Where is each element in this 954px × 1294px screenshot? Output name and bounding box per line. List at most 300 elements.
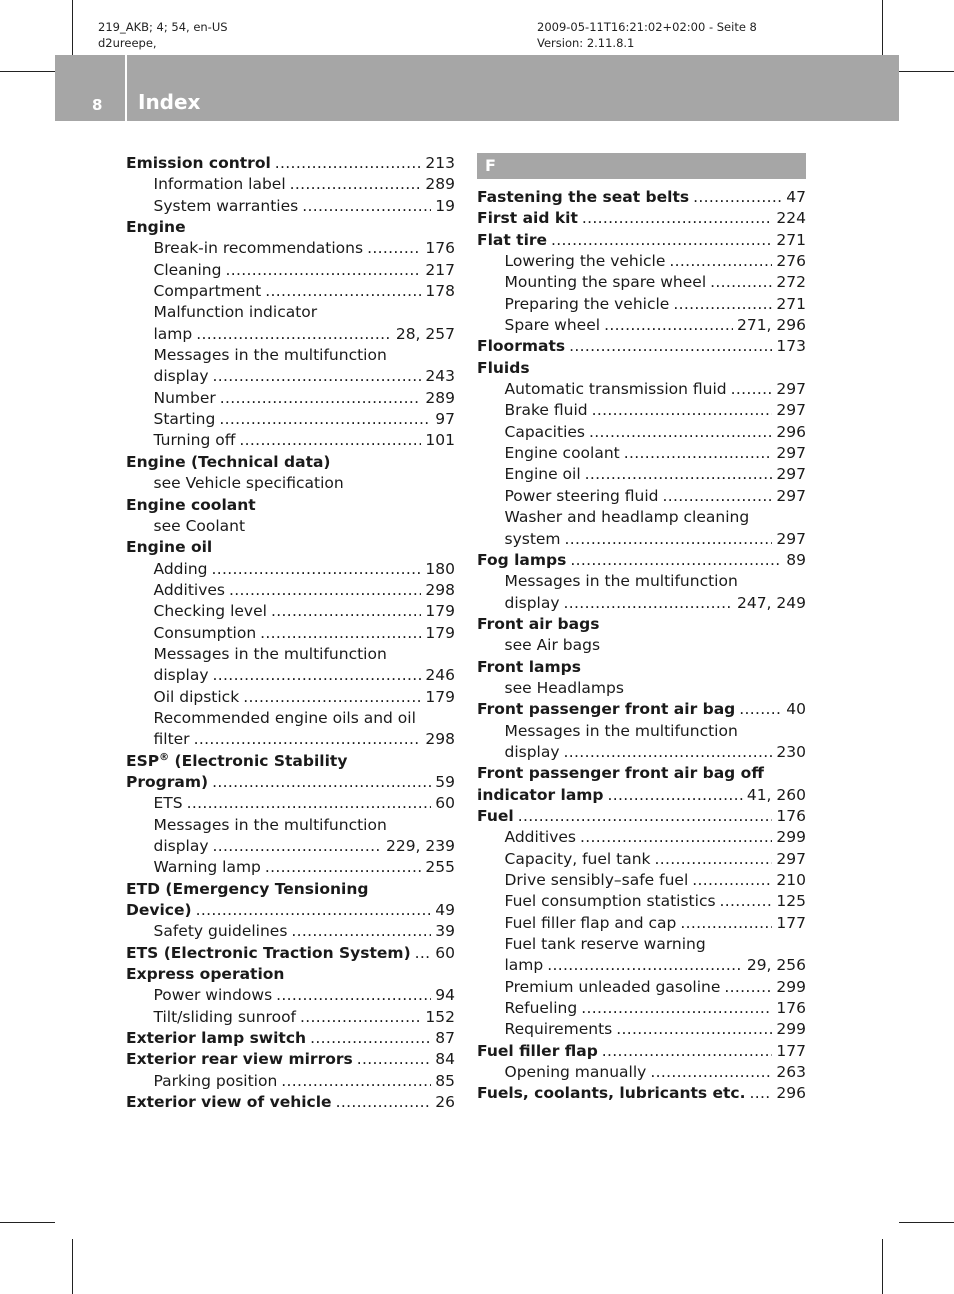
index-entry-page: 26	[435, 1093, 455, 1112]
index-entry-page: 246	[425, 666, 455, 685]
index-entry	[477, 998, 806, 1019]
index-entry-label: Checking level	[153, 602, 267, 621]
index-entry-page: 176	[776, 999, 806, 1018]
dot-leader	[367, 238, 421, 259]
index-entry-page: 85	[435, 1071, 455, 1090]
index-entry-label: Lowering the vehicle	[504, 252, 666, 271]
crop-mark	[882, 0, 883, 55]
index-entry	[477, 657, 806, 678]
index-entry-page: 97	[435, 410, 455, 429]
index-entry	[126, 793, 455, 814]
index-entry	[126, 815, 455, 836]
dot-leader	[213, 366, 422, 387]
index-entry-label: Automatic transmission fluid	[504, 380, 727, 399]
index-entry-label: Fuels, coolants, lubricants etc.	[477, 1084, 746, 1103]
index-entry-label: display	[504, 742, 560, 761]
print-meta-right	[537, 19, 757, 51]
dot-leader	[260, 623, 421, 644]
dot-leader	[271, 601, 421, 622]
index-entry-label: Brake fluid	[504, 401, 588, 420]
index-entry-page: 297	[776, 529, 806, 548]
index-entry-label: Fuel consumption statistics	[504, 892, 716, 911]
index-entry-label: Exterior lamp switch	[126, 1029, 307, 1048]
meta-line: Version: 2.11.8.1	[537, 36, 635, 50]
index-entry	[126, 687, 455, 708]
index-entry	[477, 464, 806, 485]
index-entry	[477, 251, 806, 272]
dot-leader	[604, 315, 733, 336]
index-entry-page: 297	[776, 486, 806, 505]
index-entry-label: Power steering fluid	[504, 486, 659, 505]
index-entry-label: ETS (Electronic Traction System)	[126, 943, 411, 962]
dot-leader	[570, 550, 782, 571]
dot-leader	[724, 977, 772, 998]
meta-line: d2ureepe,	[98, 36, 157, 50]
index-entry	[126, 644, 455, 665]
index-entry	[126, 516, 455, 537]
index-entry-label: Requirements	[504, 1020, 613, 1039]
index-entry-page: 217	[425, 260, 455, 279]
index-entry-label: Additives	[153, 580, 225, 599]
dot-leader	[592, 400, 773, 421]
dot-leader	[720, 891, 773, 912]
index-entry	[126, 388, 455, 409]
index-entry-page: 94	[435, 986, 455, 1005]
index-entry-page: 229, 239	[385, 837, 455, 855]
index-entry-page: 19	[435, 196, 455, 215]
index-entry-label: Front air bags	[477, 614, 600, 633]
index-entry	[477, 614, 806, 635]
index-entry	[477, 529, 806, 550]
index-entry	[126, 153, 455, 174]
index-entry	[126, 601, 455, 622]
index-entry	[477, 785, 806, 806]
index-entry-label: Fuel	[477, 806, 514, 825]
index-entry	[477, 635, 806, 656]
index-entry-label: Drive sensibly–safe fuel	[504, 871, 689, 889]
index-entry	[126, 196, 455, 217]
index-entry	[126, 1049, 455, 1070]
index-entry-page: 297	[776, 380, 806, 399]
index-entry-label: display	[153, 367, 209, 386]
index-entry	[126, 751, 455, 772]
index-entry-label: Safety guidelines	[153, 922, 288, 941]
index-entry-page: 89	[786, 550, 806, 569]
index-entry-label: Program)	[126, 772, 209, 791]
index-entry	[477, 1083, 806, 1104]
index-entry-label: Front passenger front air bag	[477, 700, 736, 719]
index-entry-page: 230	[776, 742, 806, 761]
index-entry	[126, 430, 455, 451]
index-entry-page: 87	[435, 1029, 455, 1048]
dot-leader	[518, 806, 773, 827]
dot-leader	[650, 1062, 772, 1083]
index-entry-label: Express operation	[126, 965, 285, 984]
index-entry	[126, 174, 455, 195]
index-entry	[477, 315, 806, 336]
dot-leader	[608, 785, 743, 806]
index-entry-label: Tilt/sliding sunroof	[153, 1007, 297, 1026]
index-entry-label: Information label	[153, 175, 286, 194]
index-entry-page: 271	[776, 230, 806, 249]
index-entry-label: ETD (Emergency Tensioning	[126, 879, 369, 898]
index-entry-label: Engine oil	[504, 465, 581, 484]
index-entry-label: Warning lamp	[153, 858, 261, 877]
index-entry-label: Premium unleaded gasoline	[504, 977, 721, 996]
index-entry	[126, 836, 455, 857]
index-entry	[477, 336, 806, 357]
index-entry	[477, 294, 806, 315]
index-entry-page: 180	[425, 559, 455, 578]
dot-leader	[547, 955, 743, 976]
index-entry	[126, 1028, 455, 1049]
dot-leader	[655, 849, 773, 870]
index-entry	[477, 187, 806, 208]
dot-leader	[211, 559, 421, 580]
index-entry-label: Power windows	[153, 986, 273, 1005]
dot-leader	[750, 1083, 773, 1104]
dot-leader	[310, 1028, 431, 1049]
index-entry-page: 213	[425, 154, 455, 172]
index-entry-page: 276	[776, 252, 806, 271]
index-entry	[477, 507, 806, 528]
index-entry-label: Floormats	[477, 337, 566, 356]
index-entry-page: 271, 296	[736, 316, 806, 335]
index-entry	[126, 260, 455, 281]
dot-leader	[276, 985, 431, 1006]
index-entry-page: 299	[776, 828, 806, 847]
index-entry-label: Consumption	[153, 623, 257, 642]
index-entry	[126, 345, 455, 366]
index-entry	[477, 699, 806, 720]
index-entry-label: Capacity, fuel tank	[504, 849, 651, 868]
index-entry-page: 60	[435, 943, 455, 962]
index-entry-page: 41, 260	[746, 785, 806, 804]
index-entry-label: display	[153, 666, 209, 685]
index-entry	[126, 238, 455, 259]
dot-leader	[220, 388, 422, 409]
page-number: 8	[92, 96, 103, 114]
dot-leader	[616, 1019, 772, 1040]
dot-leader	[239, 430, 421, 451]
dot-leader	[692, 870, 772, 891]
index-entry-label: Oil dipstick	[153, 687, 240, 706]
index-entry-page: 297	[776, 849, 806, 868]
index-entry-label: Fuel tank reserve warning	[504, 935, 706, 954]
index-entry	[126, 409, 455, 430]
index-entry-page: 173	[776, 337, 806, 356]
index-entry-page: 59	[435, 772, 455, 791]
section-letter-header: F	[477, 153, 806, 179]
index-entry	[126, 559, 455, 580]
index-entry-page: 297	[776, 444, 806, 463]
index-entry-label: Preparing the vehicle	[504, 294, 670, 313]
index-entry	[126, 772, 455, 793]
index-entry-label: Messages in the multifunction	[153, 815, 387, 834]
index-entry-page: 272	[776, 273, 806, 292]
index-entry-label: Fluids	[477, 358, 530, 377]
index-entry-page: 271	[776, 294, 806, 313]
index-entry	[126, 900, 455, 921]
dot-leader	[290, 174, 422, 195]
index-entry-label: Parking position	[153, 1071, 278, 1090]
dot-leader	[680, 913, 772, 934]
index-entry	[477, 870, 806, 891]
dot-leader	[710, 272, 772, 293]
index-entry	[477, 891, 806, 912]
index-entry-page: 298	[425, 580, 455, 599]
index-entry-label: see Vehicle specification	[153, 474, 344, 493]
index-entry	[126, 281, 455, 302]
dot-leader	[196, 900, 432, 921]
index-entry	[477, 721, 806, 742]
index-entry	[477, 272, 806, 293]
index-entry-label: display	[153, 837, 209, 855]
dot-leader	[624, 443, 773, 464]
dot-leader	[357, 1049, 432, 1070]
index-entry-label: Device)	[126, 901, 192, 920]
crop-mark	[0, 71, 55, 72]
dot-leader	[415, 943, 432, 964]
dot-leader	[602, 1041, 773, 1062]
index-entry-page: 101	[425, 431, 455, 450]
index-entry-label: Messages in the multifunction	[504, 721, 738, 740]
dot-leader	[300, 1007, 421, 1028]
dot-leader	[225, 260, 421, 281]
crop-mark	[72, 0, 73, 55]
index-entry	[477, 550, 806, 571]
index-entry-label: system	[504, 529, 561, 548]
dot-leader	[581, 998, 772, 1019]
index-entry-label: Cleaning	[153, 260, 222, 279]
index-entry-page: 152	[425, 1007, 455, 1026]
index-entry	[126, 623, 455, 644]
index-entry	[126, 964, 455, 985]
index-entry-page: 299	[776, 1020, 806, 1039]
dot-leader	[213, 665, 422, 686]
index-entry-page: 60	[435, 794, 455, 813]
index-entry-label: Starting	[153, 410, 216, 429]
index-entry	[477, 400, 806, 421]
index-entry	[126, 921, 455, 942]
meta-line: 219_AKB; 4; 54, en-US	[98, 20, 228, 34]
index-entry-page: 49	[435, 901, 455, 920]
index-entry-label: Front passenger front air bag off	[477, 764, 764, 783]
index-entry-label: indicator lamp	[477, 785, 604, 804]
index-entry	[477, 678, 806, 699]
crop-mark	[899, 71, 954, 72]
dot-leader	[663, 486, 773, 507]
index-entry-label: Mounting the spare wheel	[504, 273, 707, 292]
dot-leader	[229, 580, 421, 601]
index-entry	[477, 1062, 806, 1083]
index-entry	[126, 1071, 455, 1092]
index-entry-page: 177	[776, 913, 806, 932]
crop-mark	[72, 1239, 73, 1294]
index-entry-label: Exterior rear view mirrors	[126, 1050, 353, 1069]
index-entry-label: Engine	[126, 218, 186, 237]
print-meta-left	[98, 19, 228, 51]
index-entry	[477, 358, 806, 379]
dot-leader	[582, 208, 773, 229]
index-entry	[477, 1041, 806, 1062]
index-entry	[126, 302, 455, 323]
dot-leader	[187, 793, 432, 814]
index-entry	[126, 366, 455, 387]
index-column-left	[126, 153, 455, 1113]
index-entry	[477, 763, 806, 784]
index-entry	[477, 934, 806, 955]
index-entry-page: 29, 256	[746, 956, 806, 975]
index-entry-label: Fuel filler flap	[477, 1041, 598, 1060]
dot-leader	[219, 409, 431, 430]
dot-leader	[564, 742, 773, 763]
dot-leader	[569, 336, 772, 357]
index-entry	[126, 217, 455, 238]
index-entry	[126, 943, 455, 964]
index-entry-label: lamp	[153, 324, 193, 343]
index-entry-label: Fog lamps	[477, 550, 567, 569]
index-entry-label: Refueling	[504, 999, 578, 1018]
index-entry	[477, 379, 806, 400]
index-entry-label: see Headlamps	[504, 678, 624, 697]
dot-leader	[213, 836, 382, 857]
index-entry-label: Malfunction indicator	[153, 303, 318, 322]
dot-leader	[275, 153, 422, 174]
index-entry	[477, 571, 806, 592]
index-entry	[126, 729, 455, 750]
index-entry-page: 210	[776, 871, 806, 889]
index-entry-label: Flat tire	[477, 230, 548, 249]
dot-leader	[565, 529, 773, 550]
index-entry-label: Spare wheel	[504, 316, 601, 335]
dot-leader	[739, 699, 782, 720]
index-entry	[126, 879, 455, 900]
index-entry-label: Engine (Technical data)	[126, 452, 331, 471]
index-entry-label: display	[504, 593, 560, 612]
index-entry-page: 255	[425, 858, 455, 877]
index-entry	[126, 495, 455, 516]
index-entry-label: Opening manually	[504, 1063, 647, 1082]
index-entry-page: 296	[776, 1084, 806, 1103]
index-entry-label: Adding	[153, 559, 208, 578]
index-entry-label: lamp	[504, 956, 544, 975]
index-entry-label: Compartment	[153, 282, 262, 301]
index-entry-label: see Air bags	[504, 636, 601, 655]
crop-mark	[882, 1239, 883, 1294]
index-entry	[477, 977, 806, 998]
dot-leader	[585, 464, 773, 485]
index-entry-label: Engine coolant	[504, 444, 620, 463]
index-entry-page: 179	[425, 623, 455, 642]
index-entry-label: Recommended engine oils and oil	[153, 708, 416, 727]
index-entry-page: 296	[776, 422, 806, 441]
index-entry-page: 40	[786, 700, 806, 719]
index-entry-label: System warranties	[153, 196, 299, 215]
dot-leader	[551, 230, 772, 251]
header-divider	[125, 55, 127, 121]
dot-leader	[265, 281, 421, 302]
index-entry-label: Capacities	[504, 422, 585, 441]
index-entry	[126, 985, 455, 1006]
index-entry	[126, 473, 455, 494]
dot-leader	[669, 251, 772, 272]
dot-leader	[194, 729, 422, 750]
index-entry-page: 28, 257	[395, 324, 455, 343]
dot-leader	[564, 593, 733, 614]
dot-leader	[673, 294, 772, 315]
index-entry-label: Emission control	[126, 154, 271, 172]
index-entry	[477, 443, 806, 464]
dot-leader	[336, 1092, 432, 1113]
dot-leader	[291, 921, 431, 942]
index-entry	[477, 849, 806, 870]
index-entry	[477, 827, 806, 848]
index-entry-page: 243	[425, 367, 455, 386]
index-entry	[477, 913, 806, 934]
index-entry-label: ETS	[153, 794, 183, 813]
index-entry-label: see Coolant	[153, 516, 246, 535]
index-entry	[126, 708, 455, 729]
dot-leader	[212, 772, 431, 793]
index-entry-page: 289	[425, 388, 455, 407]
dot-leader	[580, 827, 772, 848]
index-entry	[126, 857, 455, 878]
index-entry-page: 179	[425, 687, 455, 706]
dot-leader	[243, 687, 421, 708]
index-entry-label: Additives	[504, 828, 576, 847]
dot-leader	[265, 857, 422, 878]
index-entry-label: ESP® (Electronic Stability	[126, 751, 348, 770]
index-entry	[126, 1092, 455, 1113]
crop-mark	[0, 1222, 55, 1223]
index-entry-label: Turning off	[153, 431, 236, 450]
index-entry-label: Exterior view of vehicle	[126, 1093, 332, 1112]
meta-line: 2009-05-11T16:21:02+02:00 - Seite 8	[537, 20, 757, 34]
index-entry-label: Washer and headlamp cleaning	[504, 508, 750, 527]
index-entry-page: 177	[776, 1041, 806, 1060]
index-entry-label: Fuel filler flap and cap	[504, 913, 677, 932]
index-entry-label: First aid kit	[477, 209, 578, 228]
index-entry-label: Fastening the seat belts	[477, 188, 690, 206]
index-entry-page: 299	[776, 977, 806, 996]
dot-leader	[281, 1071, 431, 1092]
index-entry-page: 289	[425, 175, 455, 194]
index-entry	[126, 452, 455, 473]
index-entry-page: 298	[425, 730, 455, 749]
index-entry-label: Engine coolant	[126, 495, 256, 514]
index-entry-label: Break-in recommendations	[153, 239, 364, 258]
index-entry-page: 84	[435, 1050, 455, 1069]
index-entry	[477, 486, 806, 507]
index-entry-label: Messages in the multifunction	[153, 346, 387, 365]
index-entry-page: 176	[425, 239, 455, 258]
index-column-right	[477, 153, 806, 1105]
index-entry	[126, 580, 455, 601]
dot-leader	[302, 196, 431, 217]
index-entry-page: 39	[435, 922, 455, 941]
index-entry-page: 263	[776, 1063, 806, 1082]
index-entry	[126, 1007, 455, 1028]
index-entry-page: 297	[776, 465, 806, 484]
index-entry	[477, 593, 806, 614]
index-entry	[477, 742, 806, 763]
dot-leader	[589, 422, 772, 443]
index-entry	[126, 537, 455, 558]
dot-leader	[196, 324, 392, 345]
index-entry-page: 179	[425, 602, 455, 621]
index-entry	[126, 665, 455, 686]
